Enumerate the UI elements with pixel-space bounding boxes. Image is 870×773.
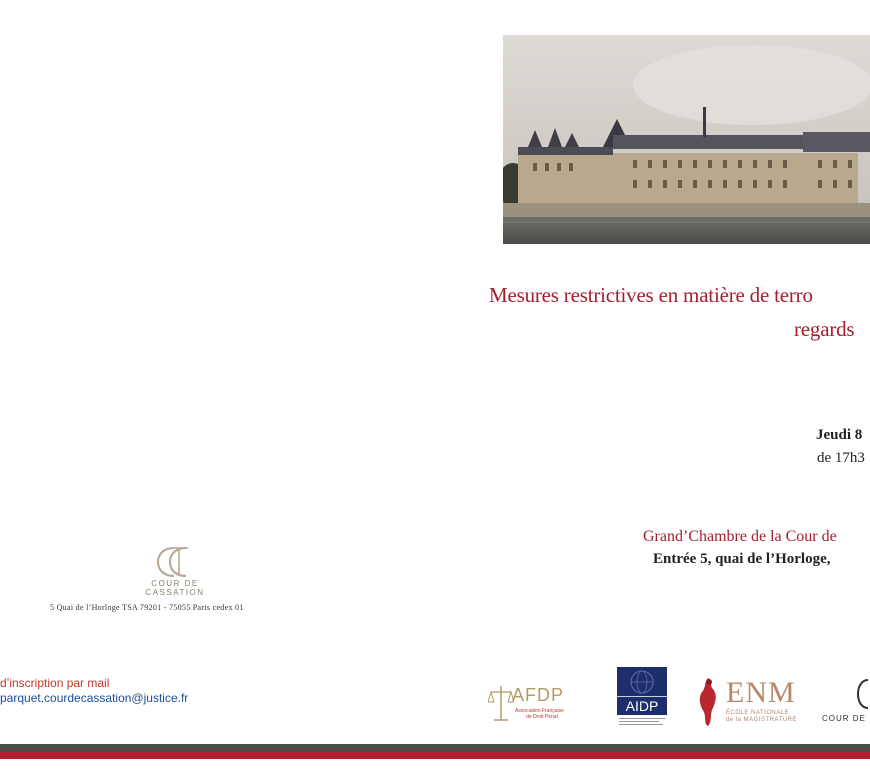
afdp-subtitle-line1: Association Française [515,708,564,714]
cour-de-cassation-monogram-icon [822,676,870,712]
cour-partner-label: COUR DE [822,714,866,723]
enm-figure-icon [694,676,722,728]
afdp-logo [488,682,584,726]
event-address: Entrée 5, quai de l’Horloge, [653,551,831,567]
event-venue: Grand’Chambre de la Cour de [643,528,837,545]
event-time: de 17h3 [817,450,865,466]
afdp-acronym: AFDP [512,685,565,705]
building-photo [503,35,870,244]
organizer-name: COUR DE CASSATION [145,579,205,597]
enm-acronym: ENM [726,676,796,709]
organizer-address: 5 Quai de l’Horloge TSA 79201 - 75055 Paris cedex 01 [50,603,244,612]
enm-logo [694,676,806,728]
enm-subtitle-line2: de la MAGISTRATURE [726,717,797,723]
registration-email-link[interactable]: parquet.courdecassation@justice.fr [0,691,189,705]
footer-band-red [0,751,870,759]
event-title-line2: regards [794,317,855,341]
afdp-subtitle-line2: de Droit Pénal [526,714,558,720]
event-date: Jeudi 8 [816,427,863,443]
enm-subtitle-line1: ÉCOLE NATIONALE [726,710,790,716]
cour-de-cassation-partner-logo [822,676,870,726]
aidp-logo [617,667,667,727]
aidp-acronym: AIDP [617,696,667,715]
scales-icon [488,682,514,724]
event-title-line1: Mesures restrictives en matière de terro [489,283,813,307]
footer-band-gray [0,744,870,751]
cour-de-cassation-logo-icon [148,544,210,580]
aidp-fine-print [617,717,667,725]
registration-label: d’inscription par mail [0,676,110,690]
